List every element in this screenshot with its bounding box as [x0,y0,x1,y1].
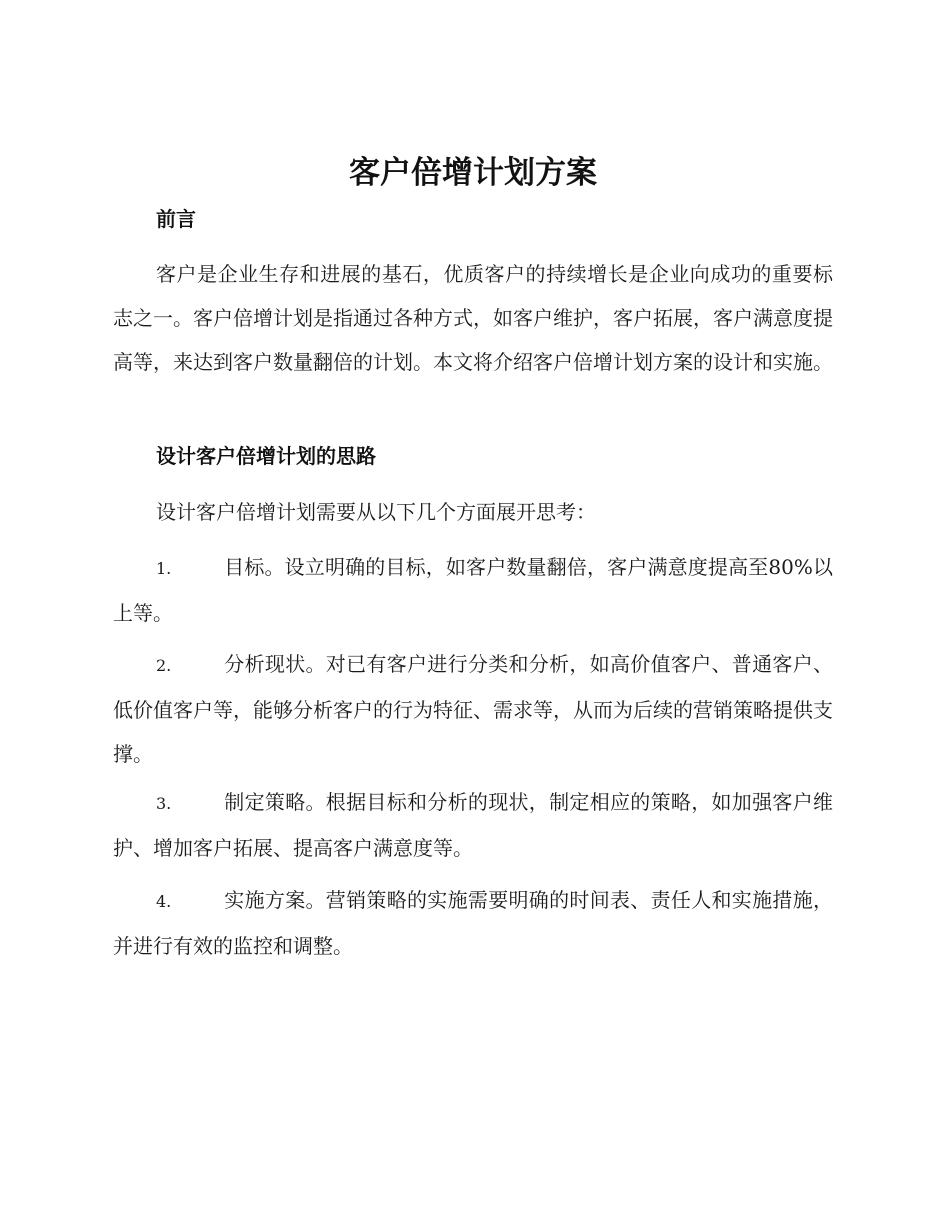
list-item-number: 2. [156,656,172,675]
section-heading-design-approach: 设计客户倍增计划的思路 [156,444,376,468]
preface-paragraph: 客户是企业生存和进展的基石，优质客户的持续增长是企业向成功的重要标志之一。客户倍增计划是指通过各种方式，如客户维护，客户拓展，客户满意度提高等，来达到客户数量翻倍的计划。本文将介绍客户倍增计划方案的设计和实施。 [113,262,833,374]
list-item-text: 分析现状。对已有客户进行分类和分析，如高价值客户、普通客户、低价值客户等，能够分析客户的行为特征、需求等，从而为后续的营销策略提供支撑。 [113,652,833,766]
section-heading-preface: 前言 [156,207,196,231]
design-intro-paragraph: 设计客户倍增计划需要从以下几个方面展开思考： [156,500,596,524]
list-item-text: 目标。设立明确的目标，如客户数量翻倍，客户满意度提高至80%以上等。 [113,555,833,625]
document-title: 客户倍增计划方案 [349,155,597,191]
list-item [113,780,833,870]
list-item-number: 3. [156,794,172,813]
list-item-number: 4. [156,892,172,911]
list-item [113,642,833,776]
list-item-number: 1. [156,559,172,578]
list-item-text: 实施方案。营销策略的实施需要明确的时间表、责任人和实施措施，并进行有效的监控和调整。 [113,888,833,958]
list-item [113,545,833,635]
list-item-text: 制定策略。根据目标和分析的现状，制定相应的策略，如加强客户维护、增加客户拓展、提高客户满意度等。 [113,790,833,860]
list-item [113,878,833,968]
